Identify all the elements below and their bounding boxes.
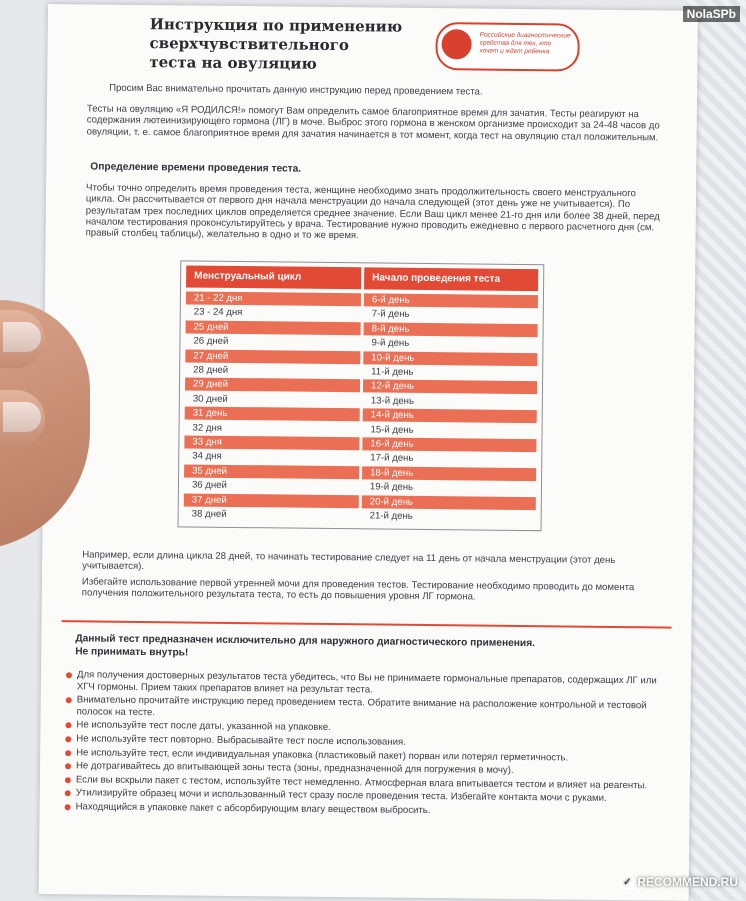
paragraph-timing: Чтобы точно определить время проведения теста, женщине необходимо знать продолжительность своего менструального цикла. Он рассчитывается от первого дня начала менструации до начала следующей (этот день уже не учитывается). По результатам трех последних циклов определяется среднее значение. Если Ваш цикл менее 21-го дня или более 38 дней, перед началом тестирования проконсультируйтесь у врача. Тестирование нужно проводить ежедневно с первого расчетного дня (см. правый столбец таблицы), желательно в одно и то же время. <box>85 182 660 242</box>
list-item: Если вы вскрыли пакет с тестом, используйте тест немедленно. Атмосферная влага впитывается тестом и влияет на реагенты. <box>64 774 664 792</box>
start-day-cell: 14-й день <box>363 409 537 424</box>
list-item: Не дотрагивайтесь до впитывающей зоны теста (зоны, предназначенной для погружения в мочу). <box>64 760 664 778</box>
start-day-cell: 21-й день <box>369 510 413 522</box>
start-day-cell: 8-й день <box>364 322 538 337</box>
cycle-length-cell: 30 дней <box>192 393 228 405</box>
start-day-cell: 6-й день <box>364 293 538 308</box>
start-day-cell: 20-й день <box>362 495 536 510</box>
start-day-cell: 15-й день <box>370 423 414 436</box>
start-day-cell: 9-й день <box>371 337 410 349</box>
list-item: Утилизируйте образец мочи и использованный тест сразу после проведения теста. Избегайте контакта мочи с руками. <box>64 788 664 806</box>
cycle-length-cell: 21 - 22 дня <box>186 291 361 306</box>
list-item: Для получения достоверных результатов теста убедитесь, что Вы не принимаете гормональные препаратов, содержащих ЛГ или ХГЧ гормоны. Прием таких препаратов влияет на результат теста. <box>65 669 665 698</box>
instruction-sheet <box>39 4 698 901</box>
paragraph-about: Тесты на овуляцию «Я РОДИЛСЯ!» помогут Вам определить самое благоприятное время для зачатия. Тесты реагируют на содержания лютеинизирующего гормона (ЛГ) в моче. Выброс этого гормона в женском организме происходит за 24-48 часов до овуляции, т. е. самое благоприятное время для зачатия начинается в тот момент, когда тест на овуляцию стал положительным. <box>86 103 660 143</box>
section-heading-timing: Определение времени проведения теста. <box>90 161 302 175</box>
example-text: Например, если длина цикла 28 дней, то начинать тестирование следует на 11 день от начала менструации (этот день учитывается). <box>82 549 616 573</box>
cycle-length-cell: 36 дней <box>191 479 227 492</box>
list-item: Не используйте тест, если индивидуальная упаковка (пластиковый пакет) порван или потерял герметичность. <box>64 747 664 765</box>
table-header-start: Начало проведения теста <box>364 267 538 291</box>
fingernail <box>3 402 41 432</box>
table-row <box>184 507 536 524</box>
list-item: Не используйте тест повторно. Выбрасывайте тест после использования. <box>64 733 664 751</box>
start-day-cell: 7-й день <box>371 308 410 321</box>
start-day-cell: 10-й день <box>363 351 537 366</box>
intro-text: Просим Вас внимательно прочитать данную инструкцию перед проведением теста. <box>109 82 483 98</box>
cycle-length-cell: 23 - 24 дня <box>193 306 243 319</box>
cycle-length-cell: 28 дней <box>193 364 229 376</box>
warning-block: Данный тест предназначен исключительно для наружного диагностического применения. Не принимать внутрь! <box>75 633 536 659</box>
finger <box>0 310 45 368</box>
rules-list <box>64 669 665 821</box>
cycle-table <box>178 260 545 531</box>
recommend-icon: ✓ <box>620 876 634 890</box>
start-day-cell: 16-й день <box>362 437 536 452</box>
cycle-length-cell: 33 дня <box>184 435 359 450</box>
start-day-cell: 19-й день <box>369 481 414 494</box>
start-day-cell: 18-й день <box>362 466 536 481</box>
watermark-author: NolaSPb <box>683 6 740 22</box>
finger <box>0 390 45 448</box>
brand-logo <box>435 22 579 72</box>
cycle-length-cell: 27 дней <box>185 349 360 364</box>
document-title: Инструкция по применению сверхчувствительного теста на овуляцию <box>149 15 403 73</box>
cycle-length-cell: 26 дней <box>193 335 229 348</box>
cycle-length-cell: 29 дней <box>185 378 360 393</box>
fingernail <box>3 322 41 352</box>
start-day-cell: 11-й день <box>371 366 414 378</box>
list-item: Внимательно прочитайте инструкцию перед проведением теста. Обратите внимание на расположение контрольной и тестовой полосок на тесте. <box>65 694 665 723</box>
stroller-icon <box>441 29 471 59</box>
start-day-cell: 17-й день <box>370 452 414 465</box>
cycle-length-cell: 32 дня <box>192 422 223 434</box>
section-divider <box>62 620 672 628</box>
logo-tagline: Российские диагностические средства для тех, кто хочет и ждет ребенка <box>479 31 571 56</box>
list-item: Не используйте тест после даты, указанной на упаковке. <box>64 720 664 738</box>
cycle-length-cell: 25 дней <box>186 320 361 335</box>
table-header-cycle: Менструальный цикл <box>186 265 361 289</box>
list-item: Находящийся в упаковке пакет с абсорбирующим влагу веществом выбросить. <box>64 801 664 819</box>
cycle-length-cell: 31 день <box>185 407 360 422</box>
start-day-cell: 13-й день <box>370 395 415 407</box>
cycle-length-cell: 34 дня <box>192 450 222 463</box>
watermark-site: ✓ RECOMMEND.RU <box>620 875 738 890</box>
start-day-cell: 12-й день <box>363 380 537 395</box>
avoid-text: Избегайте использование первой утренней мочи для проведения тестов. Тестирование необходимо проводить до момента получения положительного результата теста, то есть до повышения уровня ЛГ гормона. <box>81 576 635 603</box>
cycle-length-cell: 38 дней <box>191 508 227 520</box>
cycle-length-cell: 35 дней <box>184 464 359 479</box>
cycle-length-cell: 37 дней <box>184 493 359 508</box>
